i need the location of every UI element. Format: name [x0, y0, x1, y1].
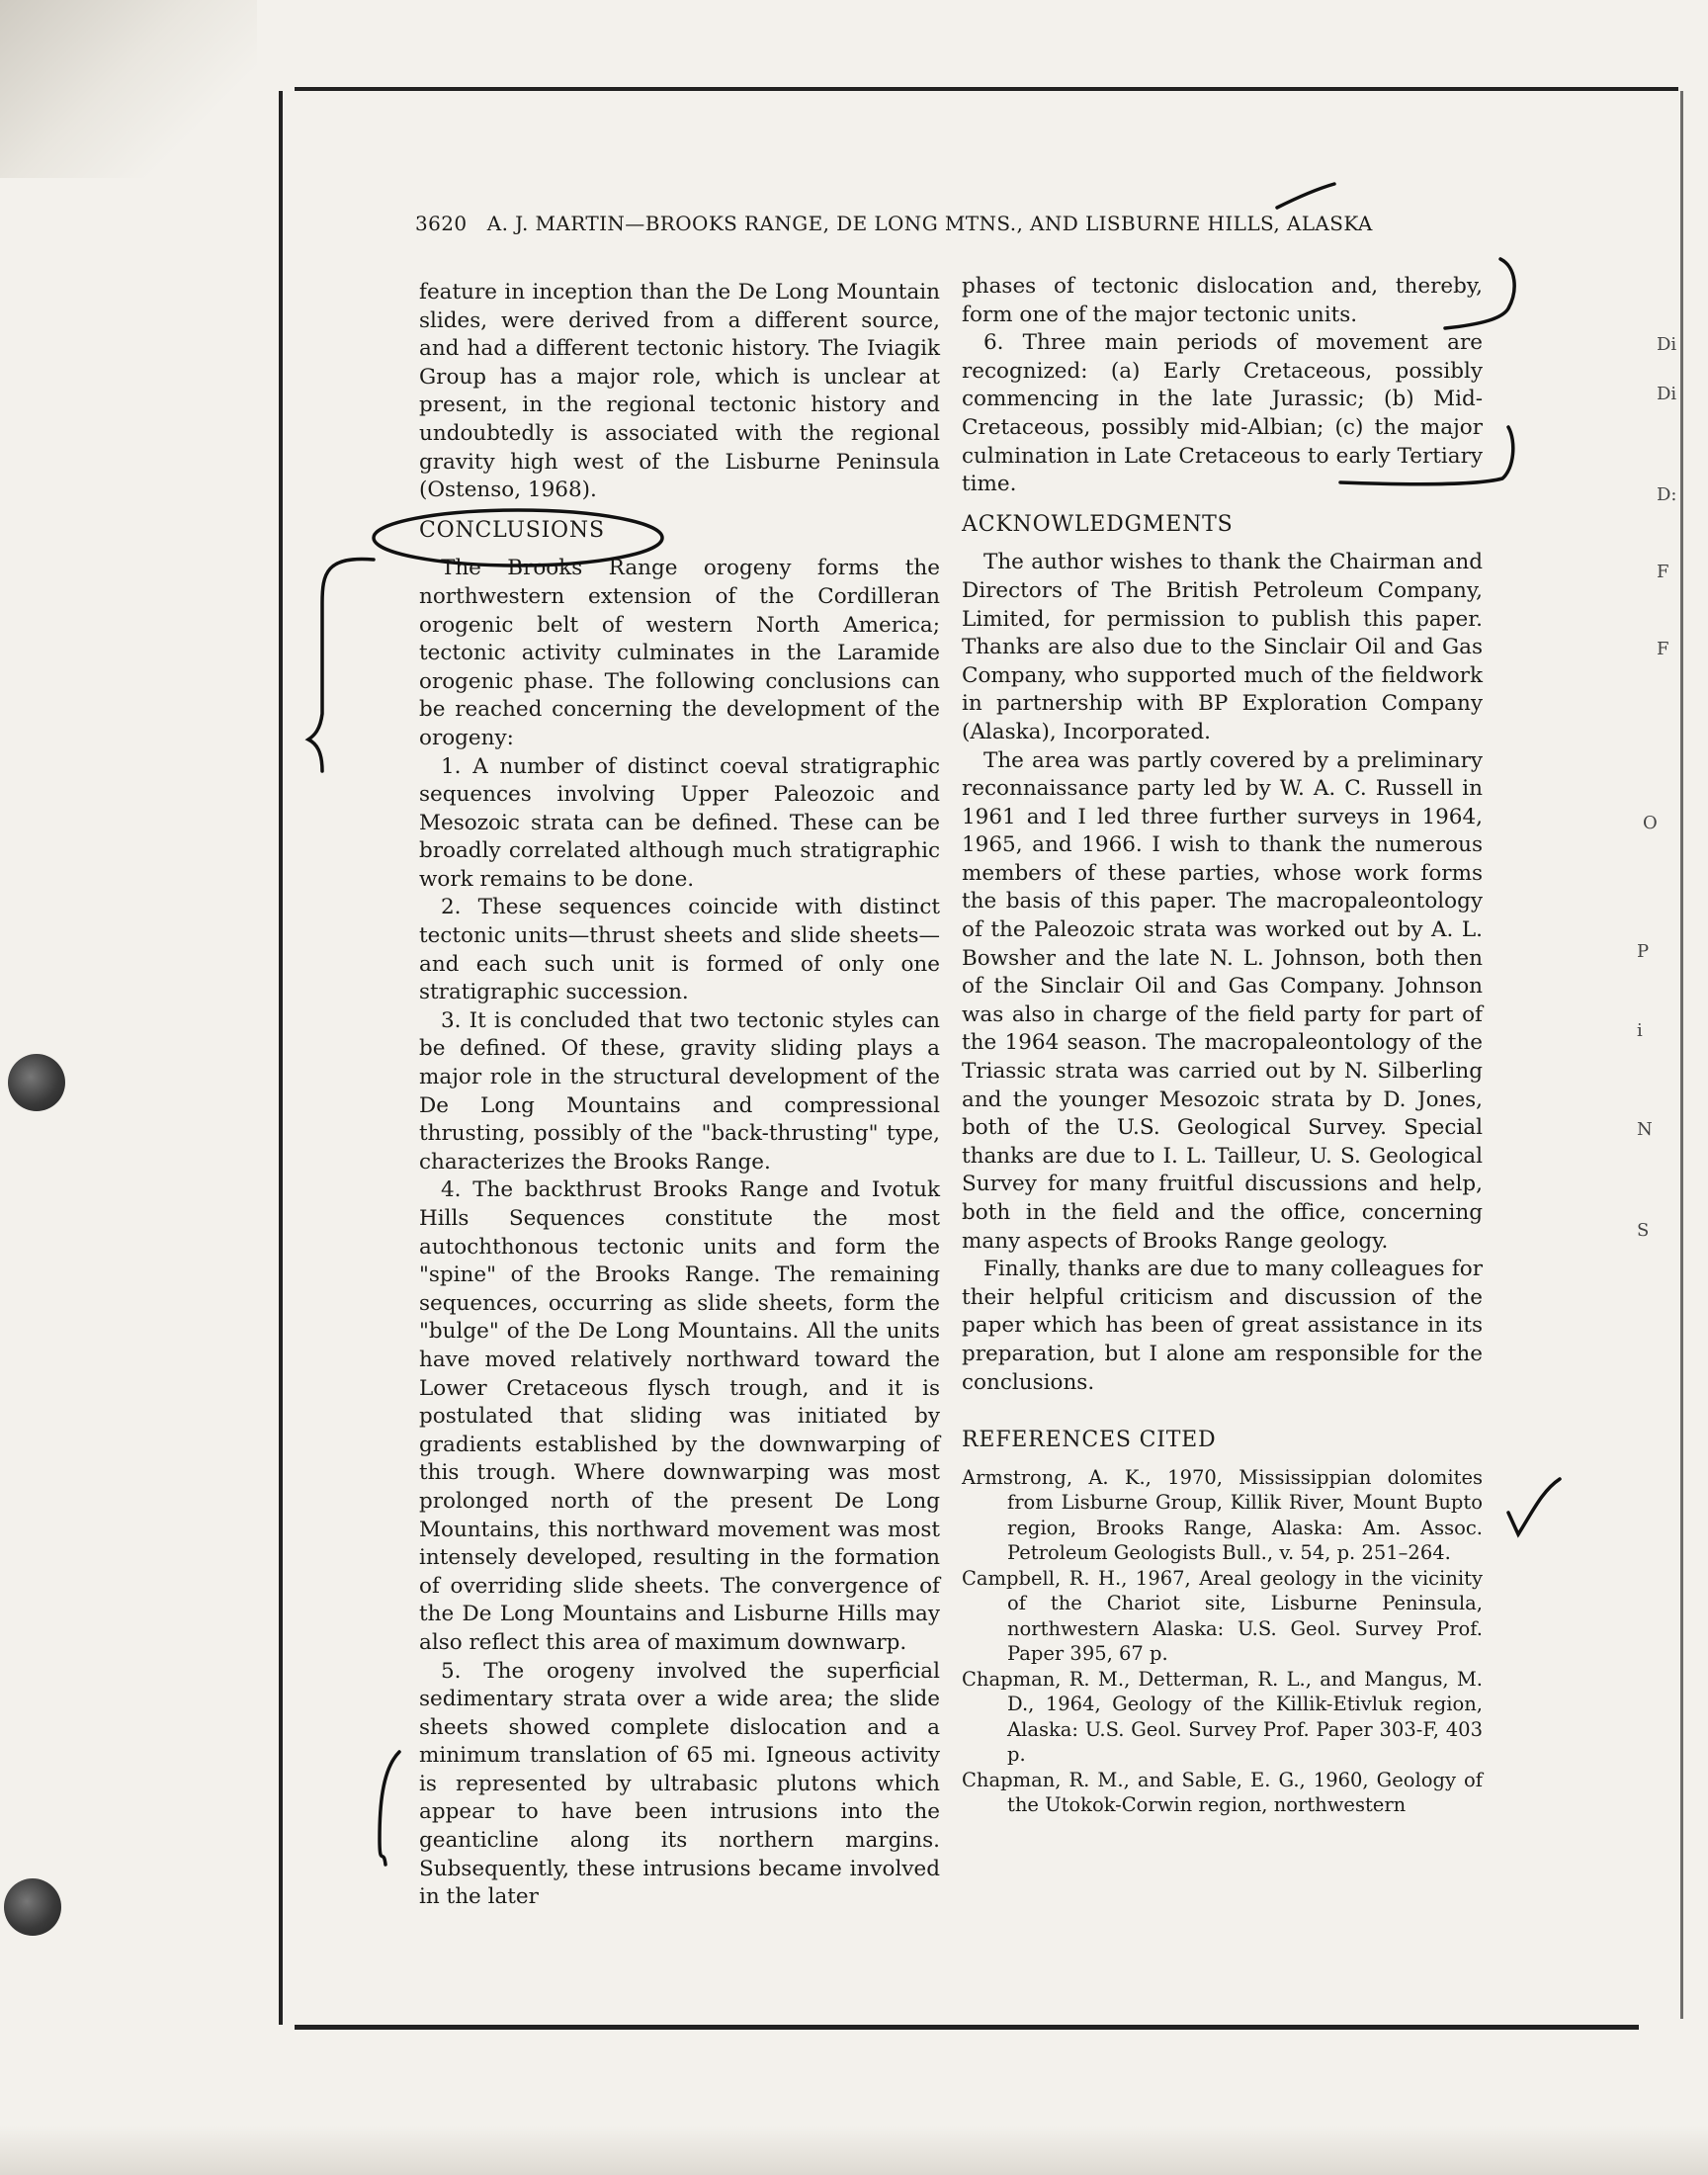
page-bottom-shadow — [0, 2126, 1708, 2175]
margin-fragment: Di — [1657, 334, 1677, 355]
punch-hole-upper — [8, 1054, 65, 1111]
left-column — [419, 279, 940, 1912]
left-margin-bracket-bottom — [380, 1752, 399, 1865]
reference-entry: Armstrong, A. K., 1970, Mississippian dolomites from Lisburne Group, Killik River, Mount Bupto region, Brooks Range, Alaska: Am. Assoc. Petroleum Geologists Bull., v. 54, p. 251–264. — [962, 1465, 1483, 1565]
margin-fragment: O — [1643, 813, 1658, 833]
margin-fragment: D: — [1657, 484, 1677, 505]
folded-corner-shadow — [0, 0, 257, 178]
margin-fragment: P — [1637, 941, 1650, 962]
left-margin-bracket-top — [308, 559, 374, 771]
margin-fragment: S — [1637, 1220, 1650, 1241]
right-column — [962, 273, 1483, 1818]
reference-check-mark — [1508, 1479, 1560, 1534]
reference-entry: Chapman, R. M., Detterman, R. L., and Mangus, M. D., 1964, Geology of the Killik-Etivluk region, Alaska: U.S. Geol. Survey Prof. Paper 303-F, 403 p. — [962, 1667, 1483, 1767]
conclusion-item-2: 2. These sequences coincide with distinct tectonic units—thrust sheets and slide sheets—and each such unit is formed of only one stratigraphic succession. — [419, 895, 940, 1005]
references-heading: REFERENCES CITED — [962, 1428, 1217, 1453]
frame-border-right — [1680, 91, 1683, 2019]
conclusions-intro: The Brooks Range orogeny forms the northwestern extension of the Cordilleran orogenic belt of western North America; tectonic activity culminates in the Laramide orogenic phase. The following conclusions can be reached concerning the development of the orogeny: — [419, 556, 940, 750]
reference-entry: Chapman, R. M., and Sable, E. G., 1960, Geology of the Utokok-Corwin region, northwestern — [962, 1768, 1483, 1817]
reference-entry: Campbell, R. H., 1967, Areal geology in the vicinity of the Chariot site, Lisburne Peninsula, northwestern Alaska: U.S. Geol. Survey Prof. Paper 395, 67 p. — [962, 1566, 1483, 1666]
references-list — [962, 1465, 1483, 1818]
margin-fragment: N — [1637, 1119, 1653, 1140]
page-number: 3620 — [415, 212, 468, 235]
acknowledgments-heading: ACKNOWLEDGMENTS — [962, 511, 1234, 537]
punch-hole-lower — [4, 1878, 61, 1936]
stray-pen-stroke — [1277, 184, 1334, 208]
conclusion-item-1: 1. A number of distinct coeval stratigraphic sequences involving Upper Paleozoic and Mesozoic strata can be defined. These can be broadly correlated although much stratigraphic work remains to be done. — [419, 753, 940, 892]
acknowledgments-paragraph-2: The area was partly covered by a preliminary reconnaissance party led by W. A. C. Russell in 1961 and I led three further surveys in 1964, 1965, and 1966. I wish to thank the numerous members of these parties, whose work forms the basis of this paper. The macropaleontology of the Paleozoic strata was worked out by A. L. Bowsher and the late N. L. Johnson, both then of the Sinclair Oil and Gas Company. Johnson was also in charge of the field party for part of the 1964 season. The macropaleontology of the Triassic strata was carried out by N. Silberling and the younger Mesozoic strata by D. Jones, both of the U.S. Geological Survey. Special thanks are due to I. L. Tailleur, U. S. Geological Survey for many fruitful discussions and help, both in the field and the office, concerning many aspects of Brooks Range geology. — [962, 747, 1483, 1254]
acknowledgments-paragraph-1: The author wishes to thank the Chairman and Directors of The British Petroleum Company, Limited, for permission to publish this paper. Thanks are also due to the Sinclair Oil and Gas Company, who supported much of the fieldwork in partnership with BP Exploration Company (Alaska), Incorporated. — [962, 550, 1483, 744]
continuation-paragraph: phases of tectonic dislocation and, thereby, form one of the major tectonic units. — [962, 274, 1483, 327]
conclusion-item-6: 6. Three main periods of movement are recognized: (a) Early Cretaceous, possibly commencing in the late Jurassic; (b) Mid-Cretaceous, possibly mid-Albian; (c) the major culmination in Late Cretaceous to early Tertiary time. — [962, 330, 1483, 497]
intro-paragraph: feature in inception than the De Long Mountain slides, were derived from a different source, and had a different tectonic history. The Iviagik Group has a major role, which is unclear at present, in the regional tectonic history and undoubtedly is associated with the regional gravity high west of the Lisburne Peninsula (Ostenso, 1968). — [419, 280, 940, 503]
running-title: A. J. MARTIN—BROOKS RANGE, DE LONG MTNS., AND LISBURNE HILLS, ALASKA — [486, 212, 1373, 235]
margin-fragment: F — [1657, 562, 1669, 582]
frame-border-bottom — [295, 2025, 1639, 2030]
conclusion-item-4: 4. The backthrust Brooks Range and Ivotuk Hills Sequences constitute the most autochthonous tectonic units and form the "spine" of the Brooks Range. The remaining sequences, occurring as slide sheets, form the "bulge" of the De Long Mountains. All the units have moved relatively northward toward the Lower Cretaceous flysch trough, and it is postulated that sliding was initiated by gradients established by the downwarping of this trough. Where downwarping was most prolonged north of the present De Long Mountains, this northward movement was most intensely developed, resulting in the formation of overriding slide sheets. The convergence of the De Long Mountains and Lisburne Hills may also reflect this area of maximum downwarp. — [419, 1177, 940, 1655]
conclusion-item-5: 5. The orogeny involved the superficial sedimentary strata over a wide area; the slide sheets showed complete dislocation and a minimum translation of 65 mi. Igneous activity is represented by ultrabasic plutons which appear to have been intrusions into the geanticline along its northern margins. Subsequently, these intrusions became involved in the later — [419, 1658, 940, 1910]
margin-fragment: i — [1637, 1020, 1643, 1041]
running-header — [415, 212, 1404, 235]
margin-fragment: Di — [1657, 384, 1677, 404]
frame-border-left — [279, 91, 283, 2025]
margin-fragment: F — [1657, 639, 1669, 659]
conclusions-heading: CONCLUSIONS — [419, 517, 605, 543]
frame-border-top — [295, 87, 1678, 91]
conclusion-item-3: 3. It is concluded that two tectonic styles can be defined. Of these, gravity sliding plays a major role in the structural development of the De Long Mountains and compressional thrusting, possibly of the "back-thrusting" type, characterizes the Brooks Range. — [419, 1007, 940, 1174]
acknowledgments-paragraph-3: Finally, thanks are due to many colleagues for their helpful criticism and discussion of the paper which has been of great assistance in its preparation, but I alone am responsible for the conclusions. — [962, 1257, 1483, 1395]
